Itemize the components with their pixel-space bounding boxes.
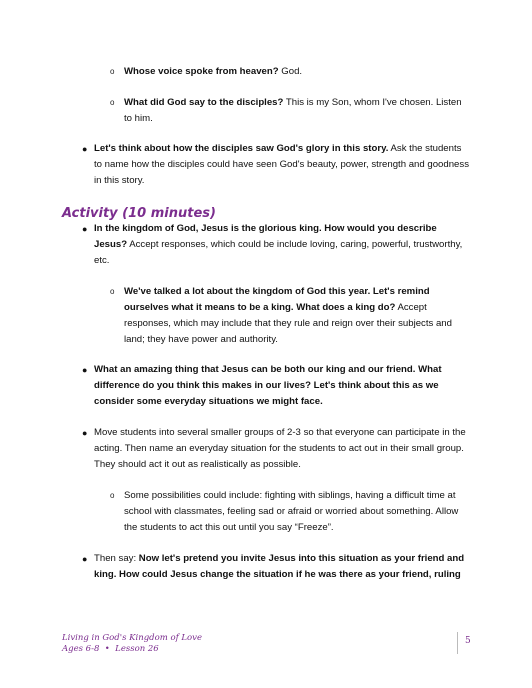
- paragraph-line: [94, 553, 464, 565]
- question-bold: Whose voice spoke from heaven?: [124, 66, 279, 77]
- question-line: We've talked a lot about the kingdom of God this year. Let's remind: [124, 286, 430, 297]
- question-bold: ourselves what it means to be a king. What does a king do?: [124, 302, 396, 313]
- sub-bullet: o: [110, 67, 115, 76]
- bullet: ●: [82, 224, 88, 234]
- bullet: ●: [82, 428, 88, 438]
- paragraph-line: acting. Then name an everyday situation for the students to act out in their small group.: [94, 443, 464, 454]
- paragraph-line: They should act it out as realistically as possible.: [94, 459, 301, 470]
- question-line: school with classmates, feeling sad or afraid or worried about something. Allow: [124, 506, 459, 517]
- paragraph-line: difference do you think this makes in our lives? Let's think about this as we: [94, 380, 439, 391]
- paragraph-line: consider some everyday situations we might face.: [94, 396, 323, 407]
- page-number: 5: [465, 636, 471, 646]
- sub-bullet: o: [110, 98, 115, 107]
- question-line: [124, 302, 427, 314]
- question-answer: Accept: [395, 302, 427, 313]
- footer-divider: [457, 632, 458, 654]
- question-line: Some possibilities could include: fighting with siblings, having a difficult time at: [124, 490, 456, 501]
- section-heading: Activity (10 minutes): [62, 206, 216, 221]
- question-line: to him.: [124, 113, 153, 124]
- paragraph-line: What an amazing thing that Jesus can be both our king and our friend. What: [94, 364, 442, 375]
- sub-bullet: o: [110, 287, 115, 296]
- footer-title: Living in God's Kingdom of Love: [62, 633, 203, 643]
- paragraph-text: Accept responses, which could be include loving, caring, powerful, trustworthy,: [127, 239, 463, 250]
- question-bold: What did God say to the disciples?: [124, 97, 284, 108]
- footer-subtitle: Ages 6-8 • Lesson 26: [62, 644, 159, 654]
- paragraph-line: to name how the disciples could have seen God's beauty, power, strength and goodness: [94, 159, 469, 170]
- paragraph-text: Then say:: [94, 553, 139, 564]
- sub-bullet: o: [110, 491, 115, 500]
- question-answer: This is my Son, whom I've chosen. Listen: [283, 97, 462, 108]
- paragraph-line: king. How could Jesus change the situation if he was there as your friend, ruling: [94, 569, 461, 580]
- paragraph-line: etc.: [94, 255, 110, 266]
- question-answer: God.: [278, 66, 303, 77]
- paragraph-bold: Now let's pretend you invite Jesus into this situation as your friend and: [138, 553, 465, 564]
- paragraph-bold: Jesus?: [94, 239, 128, 250]
- bullet: ●: [82, 554, 88, 564]
- paragraph-line: In the kingdom of God, Jesus is the glorious king. How would you describe: [94, 223, 437, 234]
- paragraph-line: in this story.: [94, 175, 145, 186]
- paragraph-text: Ask the students: [388, 143, 462, 154]
- bullet: ●: [82, 365, 88, 375]
- bullet: ●: [82, 144, 88, 154]
- question-line: responses, which may include that they rule and reign over their subjects and: [124, 318, 452, 329]
- question-line: [124, 97, 462, 109]
- question-line: land; they have power and authority.: [124, 334, 278, 345]
- question-line: [124, 66, 302, 78]
- paragraph-line: [94, 143, 461, 155]
- question-line: the students to act this out until you say “Freeze”.: [124, 522, 334, 533]
- paragraph-line: Move students into several smaller groups of 2-3 so that everyone can participate in the: [94, 427, 466, 438]
- paragraph-line: [94, 239, 462, 251]
- paragraph-bold: Let's think about how the disciples saw God's glory in this story.: [94, 143, 389, 154]
